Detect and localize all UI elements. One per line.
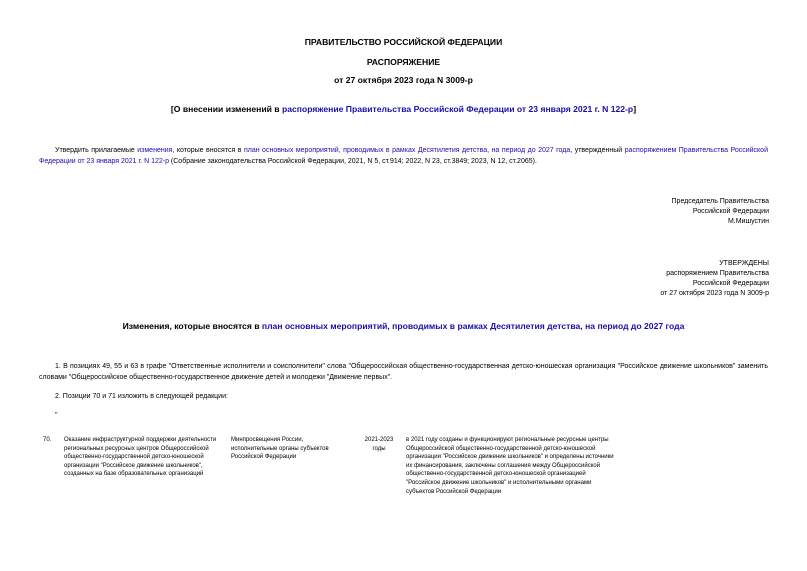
table-period: 2021-2023 годы <box>364 437 394 452</box>
approved-block <box>549 259 769 299</box>
document-type: РАСПОРЯЖЕНИЕ <box>366 57 441 67</box>
changes-title-text: Изменения, которые вносятся в <box>122 321 262 331</box>
approved-label: УТВЕРЖДЕНЫ <box>719 260 769 267</box>
intro-paragraph <box>39 145 768 167</box>
order-link[interactable]: распоряжением Правительства Российской Федерации от 23 января 2021 г. N 122-р <box>39 147 768 165</box>
table-responsible: Минпросвещения России, исполнительные органы субъектов Российской Федерации <box>231 437 329 461</box>
organization-title: ПРАВИТЕЛЬСТВО РОССИЙСКОЙ ФЕДЕРАЦИИ <box>304 37 503 47</box>
intro-text-4: (Собрание законодательства Российской Федерации, 2021, N 5, ст.914; 2022, N 23, ст.3849; 2023, N 12, ст.2065). <box>168 158 537 165</box>
signature-position: Председатель Правительства <box>671 198 769 205</box>
subject-close: ] <box>633 104 637 114</box>
subject-link[interactable]: распоряжение Правительства Российской Федерации от 23 января 2021 г. N 122-р <box>281 104 634 114</box>
subject-open: [О внесении изменений в <box>170 104 282 114</box>
changes-link[interactable]: изменения <box>137 147 173 154</box>
changes-title <box>0 321 807 331</box>
table-event: Оказание инфраструктурной поддержки деятельности региональных ресурсных центров Общероссийской общественно-государственной детско-юношеской организации "Российское движение школьников", созданных на базе образовательных организаций <box>64 437 217 478</box>
table-row-number: 70. <box>43 437 52 443</box>
document-date-number: от 27 октября 2023 года N 3009-р <box>334 75 473 85</box>
approved-country: Российской Федерации <box>692 280 769 287</box>
intro-text-1: Утвердить прилагаемые <box>55 147 138 154</box>
signature-block <box>569 197 769 227</box>
intro-text-3: , утвержденный <box>570 147 625 154</box>
table-result: в 2021 году созданы и функционируют региональные ресурсные центры Общероссийской общественно-государственной детско-юношеской организации "Российское движение школьников" и определены источники их финансирования, заключены соглашения между Общероссийской общественно-государственной детско-юношеской организацией "Российское движение школьников" и исполнительными органами субъектов Российской Федерации <box>406 437 614 495</box>
change-item-1: 1. В позициях 49, 55 и 63 в графе "Ответственные исполнители и соисполнители" слова "Общероссийская общественно-государственная детско-юношеская организация "Российское движение школьников" заменить словами "Общероссийское общественно-государственное движение детей и молодежи "Движение первых". <box>39 363 768 381</box>
document-subject <box>0 104 807 114</box>
opening-quote: " <box>55 412 58 419</box>
changes-title-link[interactable]: план основных мероприятий, проводимых в рамках Десятилетия детства, на период до 2027 года <box>261 321 685 331</box>
approved-date: от 27 октября 2023 года N 3009-р <box>660 290 769 297</box>
approved-by: распоряжением Правительства <box>666 270 769 277</box>
signature-country: Российской Федерации <box>692 208 769 215</box>
plan-link[interactable]: план основных мероприятий, проводимых в рамках Десятилетия детства, на период до 2027 года <box>243 147 571 154</box>
intro-text-2: , которые вносятся в <box>172 147 244 154</box>
signature-name: М.Мишустин <box>727 218 769 225</box>
change-item-2: 2. Позиции 70 и 71 изложить в следующей редакции: <box>55 393 228 400</box>
